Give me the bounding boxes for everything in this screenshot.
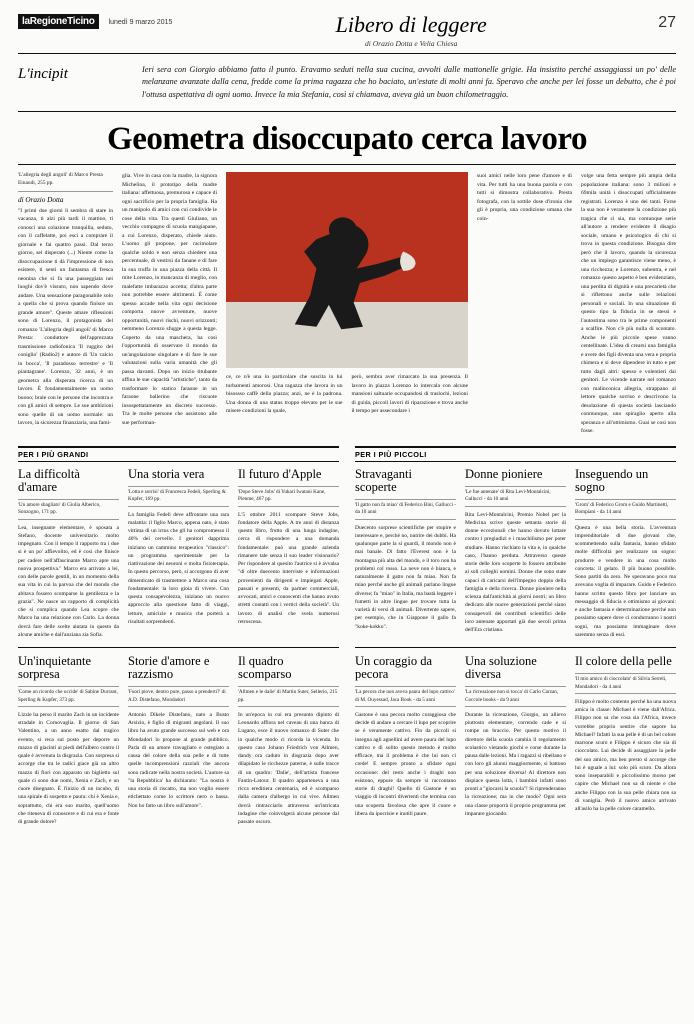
article-text-4: però, sembra aver rimarcato la sua presenza. Il lavoro in piazza Lorenzo lo intercala con alcune mansioni saltuarie occupandosi di traslochi, lezioni di guida, piccoli lavori di riparazione e trova anche il tempo per assecondare i <box>351 374 468 415</box>
review-body: L'5 ottobre 2011 scompare Steve Jobs, fondatore della Apple. A tre anni di distanza questo libro, frutto di una lunga indagine, cerca di rispondere a una domanda fondamentale: può una grande azienda rimanere tale senza il suo leader visionario? Per rispondere al quesito l'autrice si è avvalsa "di oltre duecento interviste e informazioni provenienti da dirigenti e impiegati Apple, passati e presenti, da partner commerciali, avvocati, amici e conoscenti che hanno avuto stretti contatti con i vertici della società". Un lavoro di analisi che svela numerosi retroscena. <box>238 511 339 625</box>
article-byline: di Orazio Dotta <box>18 195 64 204</box>
review-card <box>355 468 456 639</box>
review-card <box>238 655 339 826</box>
review-meta: 'Lotta e sorrisi' di Francesca Fedeli, Sperling & Kupfer, 169 pp. <box>128 486 229 507</box>
section-authors: di Orazio Dotta e Velia Chiesa <box>365 39 458 48</box>
masthead-center <box>172 14 650 48</box>
article-column-5 <box>477 172 572 436</box>
review-body: La famiglia Fedeli deve affrontare una rara malattia: il figlio Marco, appena nato, è stato vittima di un ictus che gli ha compromesso il 40% del cervello. I genitori dapprima iniziano un cammino terapeutico "classico": un programma sperimentale per la riattivazione dei neuroni e molta fisioterapia. In questo percorso, però, si accorgono di aver dimenticato di trasmettere a Marco una cosa fondamentale: la loro gioia di vivere. Con questa consapevolezza, iniziano un nuovo approccio alla questione fatto di viaggi, letture, amicizie e musica che porterà a risultati sorprendenti. <box>128 511 229 625</box>
article-text-6: volge una fetta sempre più ampia della popolazione italiana: sono 3 milioni e 69mila unità i disoccupati ufficialmente registrati. Lorenzo è uno dei tanti. Forse la sua non è veramente la condizione più tragica che ci sia, ma comunque serie all'autore a rendere evidente il disagio sociale, umano e psicologico di chi si trova in questa condizione. Bisogna dire però che il lavoro, quando la sicurezza che un impiego garantisce viene meno, è una ricchezza; e Lorenzo, subentra, e nel romanzo questo aspetto è ben evidenziato, una perdita di dignità e una precarietà che si riflettono anche sulle relazioni personali e sociali. In una situazione di questo tipo la fiducia in se stessi e l'autostima sono tra le prime componenti a scalfire. Non c'è più nulla di scontato. Anche le più piccole spese vanno centellinate. L'idea di crearsi una famiglia e avere dei figli diventa una vera e propria chimera e si deve dipendere in tutto e per tutto dagli altri: spesso e volentieri dai genitori. Le vicende narrate nel romanzo con malinconica allegria, strappano al lettore qualche sorriso e descrivono la desolazione di questa società lasciando conmunque, uno spiraglio aperto alla speranza e all'ottimismo. Guai se così non fosse. <box>581 173 676 435</box>
review-title: Un'inquietante sorpresa <box>18 654 92 682</box>
article-text-1: "I primi due giorni li sembra di stare in vacanza, ti alzi più tardi il mattino, ti conosci una colazione tranquilla, seduto, con il caffelatte, poi esci a comprare il giornale e fai quattro passi. Dal terzo giorno, sei disperato (...) Niente come la disoccupazione ti dà l'impressione di non esistere, ti senti un fantasma di fresca neonina che si fa una passeggiata nei luoghi dov'è vissuto, non sapendo dove andare. Una sensazione paragonabile solo a quella che si prova quando finisce un grande amore". Queste amare riflessioni sono di Lorenzo, il protagonista del romanzo 'L'allegria degli angoli' di Marco Presta: conduttore dell'apprezzata trasmissione radiofonica 'Il ruggito del coniglio' (Radio2) e autore di 'Un calcio in bocca', 'Il paradosso terrestre' e 'Il piantagrane'. Lorenzo, 32 anni, è un geometra alla disperata ricerca di un lavoro. È fondamentalmente un uomo buono; brale con le persone che incontra e con gli amici di sempre. Le sue ambizioni sono quelle di un uomo normale: un lavoro, la sicurezza finanziaria, una fami- <box>18 207 113 427</box>
section-children-row-1 <box>355 468 676 639</box>
review-card <box>575 655 676 818</box>
review-card <box>128 655 229 826</box>
review-title: Una soluzione diversa <box>465 654 537 682</box>
photo-under-columns <box>226 373 468 416</box>
review-meta: 'La pecora che non aveva paura del lupo cattivo' di M. Ouyessad, Jaca Book - da 5 anni <box>355 686 456 707</box>
incipit-label: L'incipit <box>18 66 68 82</box>
article-column-6 <box>581 172 676 436</box>
review-body: Duecento sorprese scientifiche per stupire e interessare e, perché no, nutrire dei dubbi. Ha qualunque parte la si guardi, il mondo non è mai banale. Di fatto l'Everest non è la montagna più alta del mondo, e il toro non ha problemi col rosso. La neve non è bianca, e naturalmente il gatto non fa miao. Non fa miao perché anche gli animali parlano lingue diverse; fa "miao" in Italia, ma bastà leggere i fumetti in altre lingue per trovare tutta la varietà di versi di animali. Divertente sapere, per esempio, che in Giappone il gallo fa "koke-kokko". <box>355 524 456 630</box>
review-meta: 'Un amore sbagliato' di Giulia Alberico, Sonzogno, 171 pp. <box>18 499 119 520</box>
review-card <box>465 468 566 639</box>
review-title: La difficoltà d'amare <box>18 466 80 494</box>
review-meta: 'Dopo Steve Jobs' di Yukari Iwatani Kane, Pienme, 467 pp. <box>238 486 339 507</box>
review-meta: 'Come un ricordo che uccide' di Sabine Durrant, Sperling & Kupfer, 373 pp. <box>18 686 119 707</box>
headline-rule <box>18 164 676 165</box>
article-body <box>18 172 676 436</box>
review-title: Stravaganti scoperte <box>355 466 412 494</box>
article-text-5: suoi amici nelle loro pene d'amore e di vita. Per tutti ha una buona parola e con tutti si dimostra collaborativo. Presta fotografa, con la sottile dose d'ironia che gli è propria, una condizione umana che coin- <box>477 173 572 222</box>
masthead <box>18 14 676 54</box>
review-card <box>575 468 676 639</box>
review-card <box>355 655 456 818</box>
review-card <box>128 468 229 639</box>
review-title: Il quadro scomparso <box>238 654 292 682</box>
review-title: Un coraggio da pecora <box>355 654 433 682</box>
photo-figure-icon <box>270 215 425 337</box>
review-meta: 'La ricreazione non si tocca' di Carlo Carzan, Coccole books - da 9 anni <box>465 686 566 707</box>
section-children-row-2 <box>355 647 676 818</box>
review-meta: 'Le fue antenate' di Rita Levi-Montalcini, Gallucci - da 10 anni <box>465 486 566 507</box>
article-text-2: glia. Vive in casa con la madre, la signora Michelina, il prototipo della madre italiana: affettuosa, premurosa e capace di ogni sacrificio per la propria famiglia. Ha un manipolo di amici con cui condivide le cose della vita. Tra questi Giuliano, un vecchio compagno di scuola mangiapane, a cui Lorenzo, disperato, chiede aiuto. L'uomo gli propone, per racimolare qualche soldo e non senza chiedere una percentuale, di vestirsi da fanane e di fare la sua truffa in una piazza della città. Il mite Lorenzo, in mancanza di meglio, con malefatte imbarazzo accetta; d'altra parte non potrebbe essere altrimenti. È come spesso accade nella vita ogni decisione comporta nuove avventure, nuove opportunità, nuovi rischi, nuovi orizzonti; nemmeno Lorenzo sfugge a questa legge. Coperto da una maschera, ha così l'opportunità di osservare il mondo da un'angolazione singolare e di fare le sue valutazioni sulla varia umanità che gli passa davanti. Dopo un inizio titubante affina le sue capacità "artistiche", tanto da trasformare lo statico faraone in un faraone ballerino che riscuote insospettatamente un discreto successo. Tra le molte persone che assistono alle sue performan- <box>122 173 217 426</box>
review-body: Gastone è una pecora molto coraggiosa che decide di andare a cercare il lupo per scoprire se è veramente cattivo. Fin da piccoli si insegna agli agnellini ad avere paura del lupo cattivo e di solito questo metodo è molto efficace, ma il problema è che lui non ci crede! E sempre pronto a sfidare ogni occasione: del resto anche i draghi non esistono, eppure da sempre si raccontano storie di draghi! Quello di Gastone è un viaggio di incontri divertenti che termina con una scoperta favolosa che apre il cuore e libera da ipocrisie e inutili paure. <box>355 711 456 817</box>
review-card <box>238 468 339 639</box>
review-body: In un'epoca in cui era presunto dipinto di Leonardo affiora nel caveau di una banca di Lugano, esce il nuovo romanzo di Suter che in qualche modo ci ricorda la vicenda. In questo caso Johann Friedrich von Allmen, dandy ora caduto in disgrazia dopo aver dilapidato le ricchezze paterne, è sulle tracce di un quadro: 'Dalie', dell'artista francese Fantin-Latour. Il quadro apparteneva a una ricca ereditiera centenaria, ed è scomparso dalla camera d'albergo in cui vive. Allmen dovrà rintracciarlo attraverso un'intricata indagine che coinvolgerà alcune persone dal passato oscuro. <box>238 711 339 826</box>
section-children <box>355 446 676 827</box>
review-card <box>18 655 119 826</box>
masthead-left <box>18 14 172 29</box>
article-photo <box>226 172 468 368</box>
review-body: Filippo è molto contento perché ha una nuova amica in classe: Michael è viene dall'Africa. Filippo non sa che cosa sia l'Africa, invece vorrebbe proprio sentire che sapore ha Michael? Infatti la sua pelle è di un bel colore marrone scuro e Filippo è sicuro che sia di cioccolato. Lui decide di assaggiare la pelle del suo amico, ma ben presto si accorge che lui è uguale a lui: solo più scuro. Da allora sono inseparabili e piccolissimo morso per capire che Michael non sa di niente e che anche Filippo con la sua pelle chiara non sa di vaniglia. Però il nuovo amico arrivato all'asilo ha la pelle colore caramello. <box>575 698 676 813</box>
book-caption: 'L'allegria degli angoli' di Marco Presta Einaudi, 255 pp. <box>18 172 113 192</box>
article-text-3: ce, ce n'è una in particolare che suscita in lui turbamenti amorosi. Una ragazza che lavora in un bisossso caffè della piazza; anzi, ne è la padrona. Una donna di una status troppo elevato per le sue misere condizioni la quale, <box>226 374 343 415</box>
review-card <box>465 655 566 818</box>
review-meta: 'Fuori piove, dentro pure, passo a prenderti?' di A.D. Distefano, Mondadori <box>128 686 229 707</box>
article-headline: Geometra disoccupato cerca lavoro <box>107 121 587 158</box>
section-title: Libero di leggere <box>335 12 487 37</box>
review-body: Questa è una bella storia. L'avventura imprenditoriale di due giovani che, scommettendo sulla fantasia, hanno sfidato molte difficoltà per realizzare un sogno: produrre e vendere in una cosa molto concreta: il gelato. Il più buono possibile. Sono partiti da zero. Ne speravano poco ma avevano voglia di imparare. Guido e Federico hanno scritto questo libro per lanciare un messaggio di fiducia e ottimismo ai giovani: e anche fantasia e determinazione perché non possiamo sapere dove ci condurranno i nostri sogni, ma possiamo immaginare dove saremmo senza di essi. <box>575 524 676 638</box>
review-meta: 'Il gatto non fa miao' di Federico Bini, Gallucci - da 10 anni <box>355 499 456 520</box>
review-title: Il futuro d'Apple <box>238 466 322 481</box>
section-adults-row-1 <box>18 468 339 639</box>
review-body: Antonio Dikele Distefano, nato a Busto Arsizio, è figlio di migranti angolani. Il suo libro ha avuto grande successo sul web e ora Mondadori lo propone al grande pubblico. Parla di un amore travagliato e ostegiato a causa del colore della sua pelle e di tutte quelle incomprensioni razziali che ancora sono radicate nella nostra società. L'autore sa "la Repubblica' ha dichiarato: "La nostra è una storia di riscatto, ma non voglio essere etichettato come lo scrittore nero o bassa. Non ho fatto un libro sull'amore". <box>128 711 229 809</box>
review-card <box>18 468 119 639</box>
article-photo-area <box>226 172 468 436</box>
page-number: 27 <box>658 14 676 31</box>
reviews-sections <box>18 446 676 827</box>
review-title: Inseguendo un sogno <box>575 466 649 494</box>
review-title: Il colore della pelle <box>575 654 672 669</box>
review-title: Donne pioniere <box>465 466 543 481</box>
review-meta: 'Il mio amico di cioccolato' di Silvia Serreli, Mondadori - da 4 anni <box>575 673 676 694</box>
review-body: Lea, insegnante elementare, è sposata a Stefano, docente universitario molto impegnato. Con il tempo il rapporto tra i due si è un po' affievolito, ed è così che finisce per cadere nell'affascinante Marco apre una nuova prospettiva." Marco era arrivato a lei, con delle parole gentili, in un momento della sua vita in cui la parvoa che del mondo che abitava fossero scomparse la gentilezza e la grazia". Ne nasce un rapporto di complicità che si complica quando Lea scopre che Marco ha una relazione con Carlo. La donna dovrà fare delle scelte aiutata in questo da alcune amiche e dall'anziana zia Sofia. <box>18 524 119 638</box>
publication-logo: laRegioneTicino <box>18 14 99 29</box>
incipit-text: Ieri sera con Giorgio abbiamo fatto il punto. Eravamo seduti nella sua cucina, avvolti dalle mattonelle grigie. Ha insistito perché assaggiassi un po' delle melanzane avanzate dalla cena, fredde come la prima ragazza che ho baciato, un'estate di molti anni fa. Speravo che anche per lei fosse un debutto, che è poi l'ottusa aspettativa di ogni uomo. Invece la mia Stefania, così si chiamava, aveva già un buon chilometraggio. <box>142 65 676 99</box>
publication-date: lunedì 9 marzo 2015 <box>108 19 173 26</box>
review-body: Lizzie ha perso il marito Zach in un incidente stradale in Cornovaglia. Il giorno di San Valentino, a un anno esatto dal tragico evento, si reca sul posto per deporre un mazzo di giacinti ai piedi dell'albero contro il quale è avvenuta la disgrazia. Con sorpresa si accorge che tra le radici giace già un altro mazzo di fiori con apparato un biglietto sul quale ci sono due nomi, Xenia e Zach, e un cuore disegnato. È l'inizio di un incubo, di una spirale di sospetto e paura: chi è Xenia e, soprattutto, chi era suo marito, quell'uomo che riteneva di conoscere e di cui era e fonte di grande dolore? <box>18 711 119 826</box>
article-column-1 <box>18 172 113 436</box>
review-meta: 'Grom' di Federico Grom e Guido Martinetti, Bompiani - da 14 anni <box>575 499 676 520</box>
section-adults-heading: PER I PIÙ GRANDI <box>18 446 339 462</box>
article-column-2 <box>122 172 217 436</box>
section-adults-row-2 <box>18 647 339 826</box>
review-meta: 'Allmen e le dalie' di Martin Suter, Sellerio, 215 pp. <box>238 686 339 707</box>
section-children-heading: PER I PIÙ PICCOLI <box>355 446 676 462</box>
incipit-block <box>18 64 676 112</box>
review-body: Rita Levi-Montalcini, Premio Nobel per la Medicina scrive queste settanta storie di donne eccezionali che hanno dovuto lottare contro i pregiudizi e i maschilismo per poter studiare. Hanno rischiato la vita e, in qualche caso, l'hanno perduta. Attraverso queste storie delle loro scoperte lo fossero attribuite ai soli colleghi uomini. Donne che sono state capaci di caricarsi dell'impegno doppio della famiglia e della ricerca. Donne pioniere nella scienza dall'antichità ai giorni nostri; un libro dedicato alle nuove generazioni perché siano consapevoli dei contributi scientifici delle loro antenate apportati già due secoli prima dell'Era cristiana. <box>465 511 566 633</box>
section-adults <box>18 446 339 827</box>
review-body: Durante la ricreazione, Giorgio, un allievo piuttosto elementare, correndo cade e si rompe un braccio. Per questo motivo il direttore della scuola cambia il regolamento scolastico vietando giochi e corse durante la pausa dalle lezioni. Ma i ragazzi si ribellano e con loro gli alunni maggiormente, si battono per una soluzione diversa! Al direttore non dispiace questa lotta, i bambini infatti sono pronti a "giocarsi la scuola"! Si riprenderanno la ricreazione; ma in che modo? Ogni sera una classe proporrà il proprio programma per imparare giocando. <box>465 711 567 817</box>
review-title: Una storia vera <box>128 466 205 481</box>
review-title: Storie d'amore e razzismo <box>128 654 210 682</box>
